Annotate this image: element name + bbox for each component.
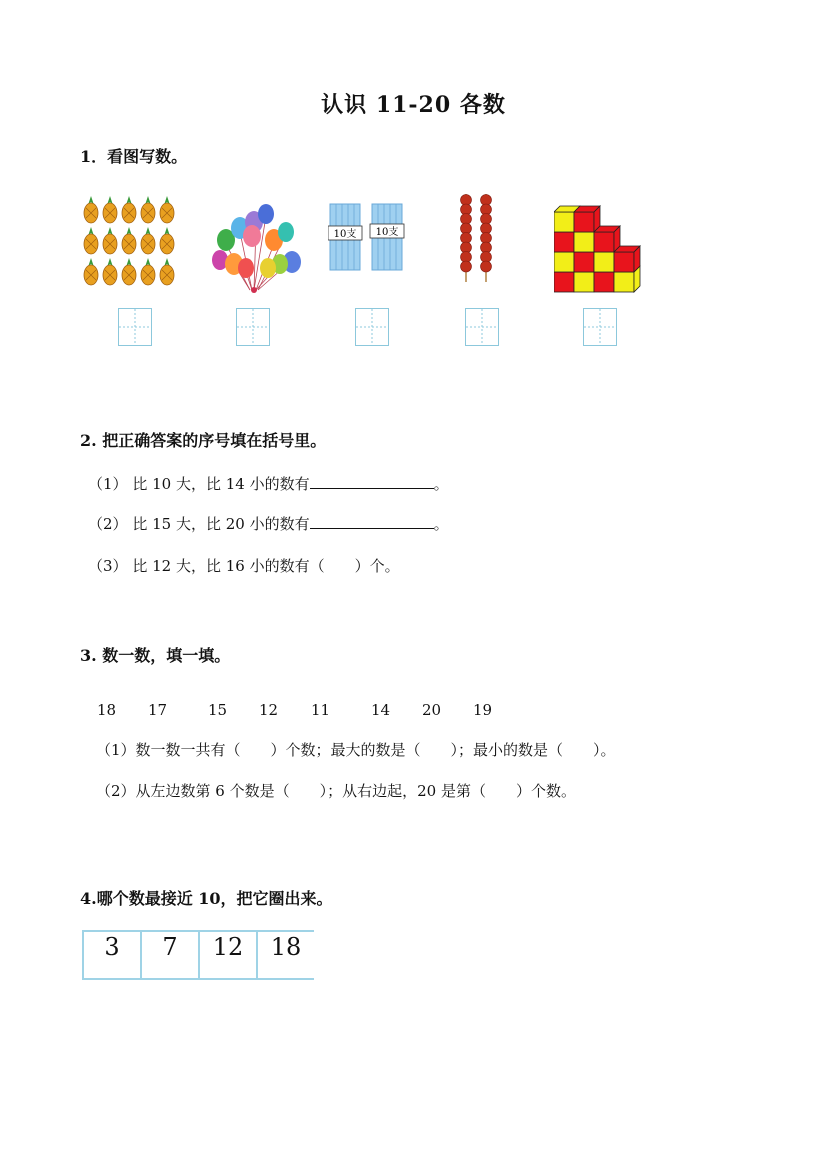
haw-stick-icon: [461, 194, 472, 282]
cube-icon: [574, 206, 600, 232]
cube-icon: [594, 226, 620, 252]
pineapple-icon: [122, 227, 136, 254]
cube-icon: [554, 252, 574, 272]
pineapple-icon: [84, 258, 98, 285]
q3-number-2: 17: [148, 701, 168, 719]
pineapple-icon: [103, 258, 117, 285]
q2-line-1-text: 比 10 大，比 14 小的数有: [132, 475, 310, 493]
pineapple-icon: [141, 196, 155, 223]
q1-heading: 1．看图写数。: [80, 147, 188, 166]
q2-blank-1[interactable]: [310, 474, 434, 489]
q3-number-8: 19: [473, 701, 493, 719]
q3-number-7: 20: [422, 701, 442, 719]
q2-line-2-end: 。: [433, 515, 449, 533]
answer-box-4[interactable]: [465, 308, 499, 346]
q2-line-1-num: （1）: [88, 475, 128, 493]
cube-icon: [554, 272, 574, 292]
q3-number-4: 12: [259, 701, 279, 719]
q4-cell-4[interactable]: 18: [256, 930, 314, 980]
q3-number-5: 11: [311, 701, 331, 719]
cube-icon: [574, 232, 594, 252]
q4-number-grid: [82, 930, 314, 980]
pineapple-icon: [141, 258, 155, 285]
q2-line-2-text: 比 15 大，比 20 小的数有: [132, 515, 310, 533]
pineapple-icon: [122, 196, 136, 223]
q2-line-2: [88, 513, 449, 534]
q4-heading: 4.哪个数最接近 10，把它圈出来。: [80, 889, 333, 908]
pineapple-icon: [84, 227, 98, 254]
pencil-bundles-picture: [328, 198, 406, 272]
answer-box-2[interactable]: [236, 308, 270, 346]
balloons-picture: [204, 204, 306, 296]
cube-icon: [594, 272, 614, 292]
pineapple-icon: [103, 196, 117, 223]
bundle-label-2: 10支: [375, 227, 399, 238]
q3-number-6: 14: [371, 701, 391, 719]
haw-stick-icon: [481, 194, 492, 282]
cube-icon: [574, 272, 594, 292]
q2-blank-2[interactable]: [310, 514, 434, 529]
page-title: 认识 11-20 各数: [321, 92, 506, 118]
cube-icon: [574, 252, 594, 272]
q2-heading: 2. 把正确答案的序号填在括号里。: [80, 431, 327, 450]
answer-box-3[interactable]: [355, 308, 389, 346]
bundle-label-1: 10支: [333, 229, 357, 240]
pineapple-icon: [84, 196, 98, 223]
cube-icon: [594, 252, 614, 272]
answer-box-1[interactable]: [118, 308, 152, 346]
candied-haws-picture: [456, 192, 498, 284]
q2-line-2-num: （2）: [88, 515, 128, 533]
cubes-picture: [554, 190, 654, 298]
q3-number-3: 15: [208, 701, 228, 719]
pineapple-icon: [141, 227, 155, 254]
q2-line-1-end: 。: [433, 475, 449, 493]
pineapples-picture: [82, 196, 178, 290]
pineapple-icon: [160, 196, 174, 223]
q3-line-1: （1）数一数一共有（ ）个数；最大的数是（ ）；最小的数是（ ）。: [96, 741, 616, 759]
pineapple-icon: [160, 227, 174, 254]
pineapple-icon: [160, 258, 174, 285]
q2-line-1: [88, 473, 449, 494]
q4-cell-3[interactable]: 12: [198, 930, 256, 980]
cube-icon: [554, 232, 574, 252]
q4-cell-2[interactable]: 7: [140, 930, 198, 980]
q2-line-3-num: （3）: [88, 557, 128, 575]
cube-icon: [614, 246, 640, 272]
answer-box-5[interactable]: [583, 308, 617, 346]
pineapple-icon: [103, 227, 117, 254]
q3-heading: 3. 数一数，填一填。: [80, 646, 231, 665]
q2-line-3-text: 比 12 大，比 16 小的数有（ ）个。: [132, 557, 400, 575]
pineapple-icon: [122, 258, 136, 285]
q2-line-3: [88, 555, 400, 576]
q3-line-2: （2）从左边数第 6 个数是（ ）；从右边起，20 是第（ ）个数。: [96, 782, 576, 800]
q3-number-1: 18: [97, 701, 117, 719]
q4-cell-1[interactable]: 3: [82, 930, 140, 980]
